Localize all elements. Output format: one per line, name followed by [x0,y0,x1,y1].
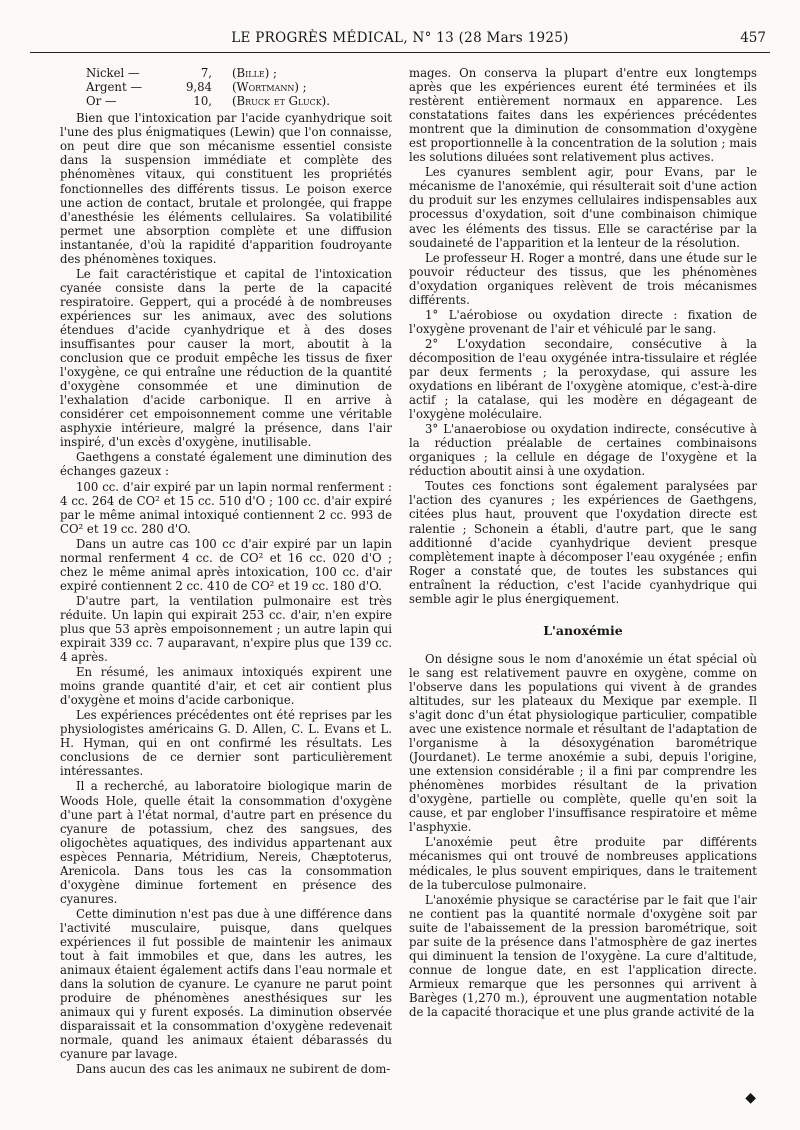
metal-value: 9,84 [185,80,212,95]
section-heading: L'anoxémie [543,622,623,638]
paragraph: Il a recherché, au laboratoire biologique marin de Woods Hole, quelle était la consommation d'oxygène d'une part à l'état normal, d'autre part en présence du cyanure de potassium, chez des sangsues, des oligochètes aquatiques, des individus appartenant aux espèces Pennaria, Métridium, Nereis, Chæptoterus, Arenicola. Dans tous les cas la consommation d'oxygène diminue fortement en présence des cyanures. [60,779,392,906]
metal-value: 7, [200,66,212,80]
paragraph: 2° L'oxydation secondaire, consécutive à la décomposition de l'eau oxygénée intra-tissulaire et réglée par deux ferments ; la peroxydase, qui assure les oxydations en libérant de l'oxygène atomique, c'est-à-dire actif ; la catalase, qui les modère en dégageant de l'oxygène moléculaire. [409,336,757,422]
paragraph: L'anoxémie peut être produite par différents mécanismes qui ont trouvé de nombreuses applications médicales, le plus souvent empiriques, dans le traitement de la tuberculose pulmonaire. [409,835,757,892]
metal-values-table [86,66,392,108]
paragraph: Cette diminution n'est pas due à une différence dans l'activité musculaire, puisque, dans quelques expériences il fut possible de maintenir les animaux tout à fait immobiles et que, dans les autres, les animaux étaient également actifs dans l'eau normale et dans la solution de cyanure. Le cyanure ne parut point produire de phénomènes anesthésiques sur les animaux qui y furent exposés. La diminution observée disparaissait et la consommation d'oxygène redevenait normale, quand les animaux étaient débarassés du cyanure par lavage. [60,906,392,1062]
running-header [0,30,800,52]
header-rule [30,52,770,53]
journal-title: LE PROGRÈS MÉDICAL, N° 13 (28 Mars 1925) [231,30,569,46]
right-column [409,66,757,1106]
metal-value: 10, [193,94,212,109]
paragraph: Toutes ces fonctions sont également paralysées par l'action des cyanures ; les expériences de Gaethgens, citées plus haut, prouvent que l'oxydation directe est ralentie ; Schonein a établi, d'autre part, que le sang additionné d'acide cyanhydrique devient presque complètement inapte à décomposer l'eau oxygénée ; enfin Roger a constaté que, de toutes les substances qui entraînent la réduction, c'est l'acide cyanhydrique qui semble agir le plus énergiquement. [409,479,757,606]
metal-name: Or — [86,94,117,109]
paragraph: Bien que l'intoxication par l'acide cyanhydrique soit l'une des plus énigmatiques (Lewin) que l'on connaisse, on peut dire que son mécanisme essentiel consiste dans la suspension immédiate et complète des phénomènes vitaux, qui constituent les propriétés fonctionnelles des différents tissus. Le poison exerce une action de contact, brutale et prolongée, qui frappe d'anesthésie les éléments cellulaires. Sa volatibilité permet une absorption complète et une diffusion instantanée, d'où la rapidité d'apparition foudroyante des phénomènes toxiques. [60,111,392,266]
paragraph: L'anoxémie physique se caractérise par le fait que l'air ne contient pas la quantité normale d'oxygène soit par suite de l'abaissement de la pression barométrique, soit par suite de la présence dans l'atmosphère de gaz inertes qui diminuent la tension de l'oxygène. La cure d'altitude, connue de longue date, en est l'application directe. Armieux remarque que les personnes qui arrivent à Barèges (1,270 m.), éprouvent une augmentation notable de la capacité thoracique et une plus grande activité de la [409,892,757,1019]
metal-reference: (Bille) ; [232,66,277,80]
paragraph: On désigne sous le nom d'anoxémie un état spécial où le sang est relativement pauvre en oxygène, comme on l'observe dans les populations qui vivent à de grandes altitudes, sur les plateaux du Mexique par exemple. Il s'agit donc d'un état physiologique particulier, compatible avec une existence normale et résultant de l'adaptation de l'organisme à la désoxygénation barométrique (Jourdanet). Le terme anoxémie a subi, depuis l'origine, une extension considérable ; il a fini par comprendre les phénomènes morbides résultant de la privation d'oxygène, partielle ou complète, quelle qu'en soit la cause, et par englober l'insuffisance respiratoire et même l'asphyxie. [409,651,757,835]
metal-name: Nickel — [86,66,140,80]
paragraph: En résumé, les animaux intoxiqués expirent une moins grande quantité d'air, et cet air contient plus d'oxygène et moins d'acide carbonique. [60,665,392,708]
metal-name: Argent — [86,80,143,95]
paragraph: Gaethgens a constaté également une diminution des échanges gazeux : [60,450,392,479]
metal-reference: (Bruck et Gluck). [232,94,330,109]
metal-row [86,94,392,108]
paragraph: 100 cc. d'air expiré par un lapin normal renferment : 4 cc. 264 de CO² et 15 cc. 510 d'O ; 100 cc. d'air expiré par le même animal intoxiqué contiennent 2 cc. 993 de CO² et 19 cc. 280 d'O. [60,479,392,536]
metal-row [86,80,392,94]
paragraph: Dans un autre cas 100 cc d'air expiré par un lapin normal renferment 4 cc. de CO² et 16 cc. 020 d'O ; chez le même animal après intoxication, 100 cc. d'air expiré contiennent 2 cc. 410 de CO² et 19 cc. 180 d'O. [60,536,392,593]
end-ornament: ◆ [745,1090,756,1106]
paragraph: 1° L'aérobiose ou oxydation directe : fixation de l'oxygène provenant de l'air et véhiculé par le sang. [409,307,757,336]
metal-row [86,66,392,80]
paragraph: Le professeur H. Roger a montré, dans une étude sur le pouvoir réducteur des tissus, que les phénomènes d'oxydation organiques relèvent de trois mécanismes différents. [409,250,757,307]
paragraph: D'autre part, la ventilation pulmonaire est très réduite. Un lapin qui expirait 253 cc. d'air, n'en expire plus que 53 après empoisonnement ; un autre lapin qui expirait 339 cc. 7 auparavant, n'expire plus que 139 cc. 4 après. [60,593,392,665]
paragraph: Le fait caractéristique et capital de l'intoxication cyanée consiste dans la perte de la capacité respiratoire. Geppert, qui a procédé à de nombreuses expériences sur les animaux, avec des solutions étendues d'acide cyanhydrique et à des doses insuffisantes pour causer la mort, aboutit à la conclusion que ce produit empêche les tissus de fixer l'oxygène, ce qui entraîne une réduction de la quantité d'oxygène consommée et une diminution de l'exhalation d'acide carbonique. Il en arrive à considérer cet empoisonnement comme une véritable asphyxie intérieure, malgré la présence, dans l'air inspiré, d'un excès d'oxygène, inutilisable. [60,266,392,450]
paragraph: 3° L'anaerobiose ou oxydation indirecte, consécutive à la réduction préalable de certaines combinaisons organiques ; la cellule en dégage de l'oxygène et la réduction aboutit ainsi à une oxydation. [409,422,757,479]
paragraph: mages. On conserva la plupart d'entre eux longtemps après que les expériences eurent été terminées et ils restèrent entièrement normaux en apparence. Les constatations faites dans les expériences précédentes montrent que la diminution de consommation d'oxygène est proportionnelle à la concentration de la solution ; mais les solutions diluées sont relativement plus actives. [409,66,757,165]
paragraph: Les expériences précédentes ont été reprises par les physiologistes américains G. D. Allen, C. L. Evans et L. H. Hyman, qui en ont confirmé les résultats. Les conclusions de ce dernier sont particulièrement intéressantes. [60,708,392,779]
page-number: 457 [740,30,766,46]
left-column [60,66,392,1106]
paragraph: Dans aucun des cas les animaux ne subirent de dom- [76,1062,391,1077]
metal-reference: (Wortmann) ; [232,80,307,95]
paragraph: Les cyanures semblent agir, pour Evans, par le mécanisme de l'anoxémie, qui résulterait soit d'une action du produit sur les enzymes cellulaires indispensables aux processus d'oxydation, soit d'une combinaison chimique avec les éléments des tissus. Elle se caractérise par la soudaineté de l'apparition et la lenteur de la résolution. [409,165,757,250]
